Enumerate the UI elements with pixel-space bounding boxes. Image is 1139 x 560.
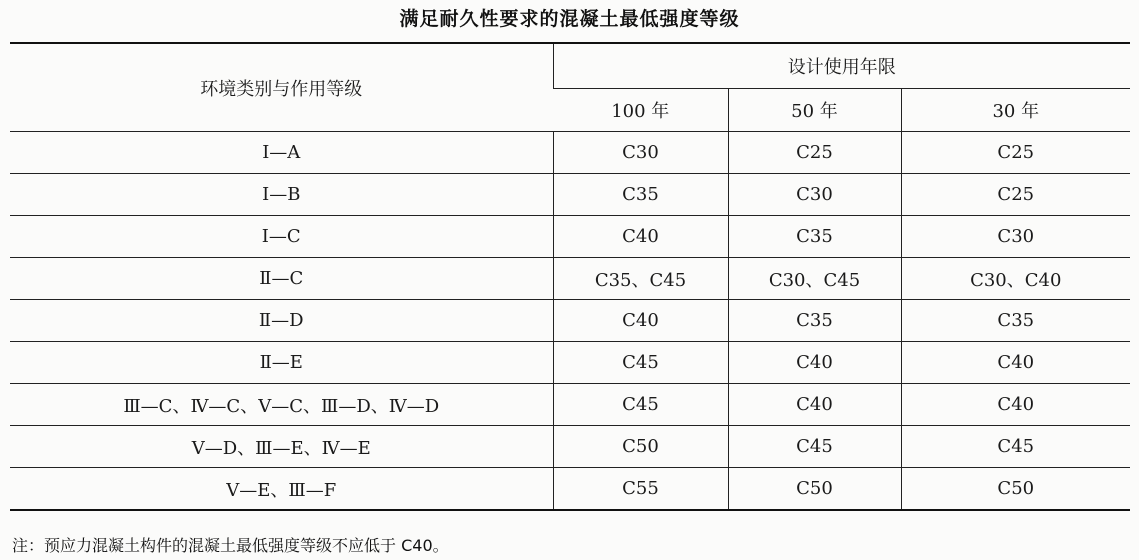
environment-cell: Ⅱ—E xyxy=(10,342,553,384)
environment-cell: Ⅴ—E、Ⅲ—F xyxy=(10,468,553,511)
environment-cell: Ⅱ—D xyxy=(10,300,553,342)
table-row xyxy=(10,216,1130,258)
grade-50-cell: C40 xyxy=(728,342,901,384)
header-environment-category: 环境类别与作用等级 xyxy=(10,43,553,132)
strength-grade-table xyxy=(10,42,1130,511)
grade-100-cell: C35 xyxy=(553,174,728,216)
grade-30-cell: C50 xyxy=(901,468,1130,511)
table-row xyxy=(10,342,1130,384)
grade-50-cell: C40 xyxy=(728,384,901,426)
table-row xyxy=(10,174,1130,216)
grade-50-cell: C45 xyxy=(728,426,901,468)
grade-100-cell: C55 xyxy=(553,468,728,511)
table-row xyxy=(10,468,1130,511)
grade-50-cell: C35 xyxy=(728,300,901,342)
grade-50-cell: C30 xyxy=(728,174,901,216)
table-row xyxy=(10,384,1130,426)
table-row xyxy=(10,258,1130,300)
grade-30-cell: C25 xyxy=(901,174,1130,216)
grade-100-cell: C45 xyxy=(553,384,728,426)
table-row xyxy=(10,426,1130,468)
grade-100-cell: C40 xyxy=(553,300,728,342)
grade-100-cell: C35、C45 xyxy=(553,258,728,300)
environment-cell: Ⅰ—A xyxy=(10,132,553,174)
table-title: 满足耐久性要求的混凝土最低强度等级 xyxy=(399,8,740,30)
grade-50-cell: C30、C45 xyxy=(728,258,901,300)
grade-100-cell: C40 xyxy=(553,216,728,258)
header-100-years: 100 年 xyxy=(553,89,728,132)
environment-cell: Ⅰ—B xyxy=(10,174,553,216)
table-row xyxy=(10,132,1130,174)
table-row xyxy=(10,300,1130,342)
grade-50-cell: C50 xyxy=(728,468,901,511)
grade-100-cell: C50 xyxy=(553,426,728,468)
header-30-years: 30 年 xyxy=(901,89,1130,132)
header-design-service-life: 设计使用年限 xyxy=(553,43,1130,89)
environment-cell: Ⅰ—C xyxy=(10,216,553,258)
environment-cell: Ⅲ—C、Ⅳ—C、Ⅴ—C、Ⅲ—D、Ⅳ—D xyxy=(10,384,553,426)
grade-30-cell: C25 xyxy=(901,132,1130,174)
grade-100-cell: C45 xyxy=(553,342,728,384)
header-50-years: 50 年 xyxy=(728,89,901,132)
grade-50-cell: C35 xyxy=(728,216,901,258)
grade-30-cell: C40 xyxy=(901,384,1130,426)
environment-cell: Ⅴ—D、Ⅲ—E、Ⅳ—E xyxy=(10,426,553,468)
grade-50-cell: C25 xyxy=(728,132,901,174)
grade-30-cell: C45 xyxy=(901,426,1130,468)
grade-30-cell: C30 xyxy=(901,216,1130,258)
environment-cell: Ⅱ—C xyxy=(10,258,553,300)
table-footnote: 注：预应力混凝土构件的混凝土最低强度等级不应低于 C40。 xyxy=(12,536,449,555)
grade-30-cell: C40 xyxy=(901,342,1130,384)
grade-100-cell: C30 xyxy=(553,132,728,174)
grade-30-cell: C35 xyxy=(901,300,1130,342)
grade-30-cell: C30、C40 xyxy=(901,258,1130,300)
